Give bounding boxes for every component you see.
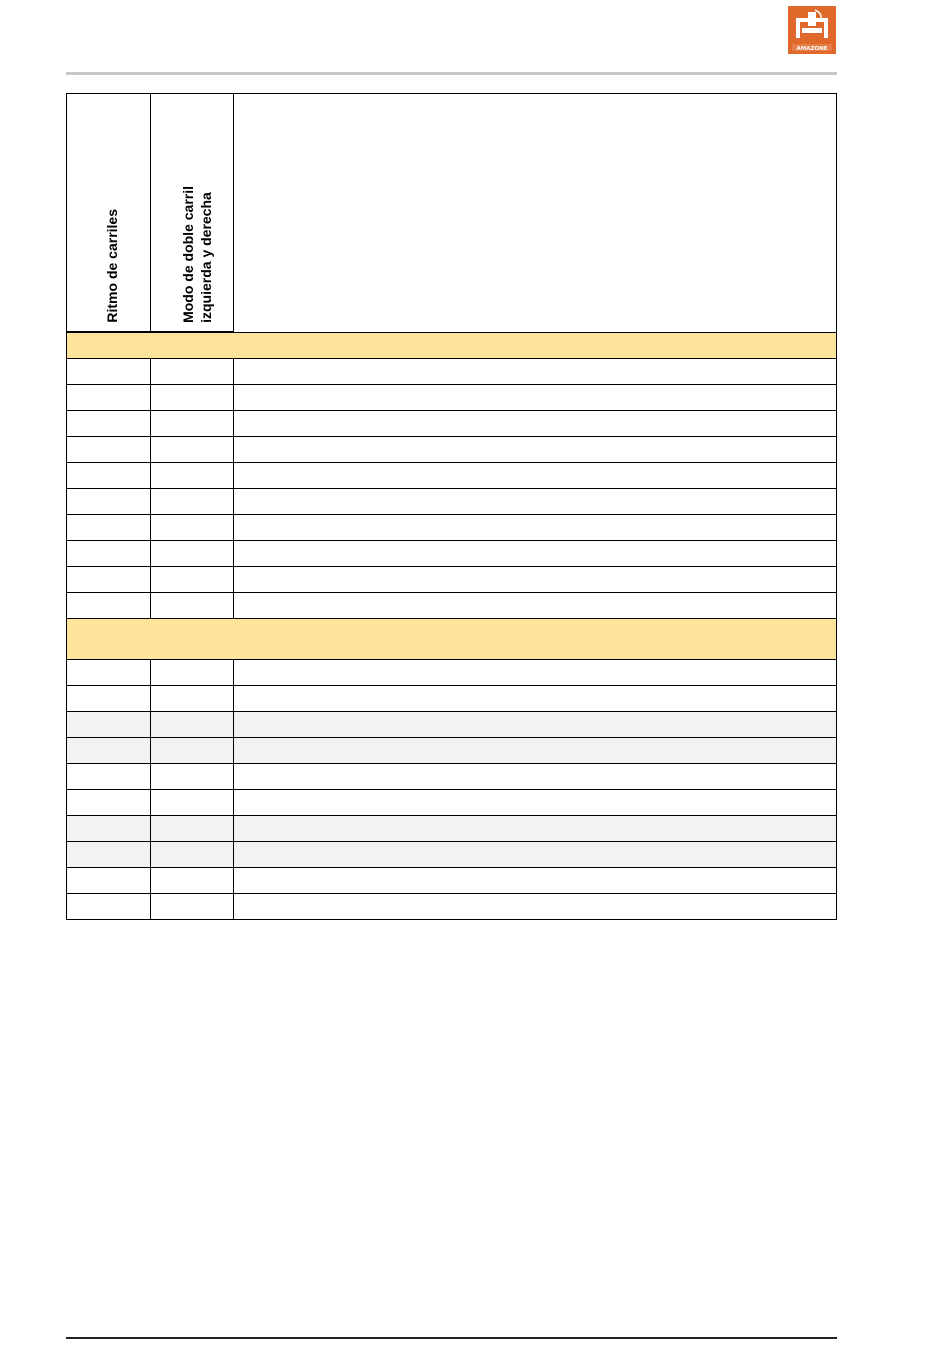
table-cell (234, 868, 837, 894)
table-cell (234, 816, 837, 842)
logo-text: AMAZONE (796, 46, 828, 52)
table-row (67, 463, 837, 489)
table-cell (67, 515, 151, 541)
table-cell (234, 842, 837, 868)
table-cell (234, 385, 837, 411)
table-cell (151, 894, 234, 920)
table-cell (151, 764, 234, 790)
table-cell (67, 738, 151, 764)
table-cell (234, 515, 837, 541)
table-row (67, 359, 837, 385)
section-header-cell (67, 619, 837, 660)
header-label-line2: izquierda y derecha (198, 192, 214, 323)
table-row (67, 489, 837, 515)
footer-rule (66, 1337, 837, 1339)
header-label-double-tramline-mode (179, 186, 215, 323)
table-cell (67, 385, 151, 411)
table-cell (151, 515, 234, 541)
table-cell (151, 686, 234, 712)
table-cell (234, 567, 837, 593)
table-cell (67, 567, 151, 593)
table-cell (67, 489, 151, 515)
table-row (67, 385, 837, 411)
header-label-line1: Modo de doble carril (180, 186, 196, 323)
table-cell (234, 790, 837, 816)
table-cell (67, 359, 151, 385)
table-cell (234, 894, 837, 920)
table-cell (151, 816, 234, 842)
table-header-row (67, 94, 837, 333)
table-row (67, 686, 837, 712)
table-cell (151, 359, 234, 385)
table-cell (67, 842, 151, 868)
table-cell (151, 385, 234, 411)
table-cell (67, 660, 151, 686)
header-cell-description (234, 94, 837, 333)
table-cell (151, 738, 234, 764)
table-row (67, 842, 837, 868)
table-cell (67, 686, 151, 712)
table-row (67, 515, 837, 541)
table-row (67, 593, 837, 619)
table-cell (234, 437, 837, 463)
table-cell (234, 489, 837, 515)
table-cell (151, 660, 234, 686)
table-cell (234, 463, 837, 489)
table-cell (67, 541, 151, 567)
table-cell (234, 541, 837, 567)
table-row (67, 894, 837, 920)
amazone-logo (788, 6, 836, 54)
table-cell (67, 894, 151, 920)
table-row (67, 790, 837, 816)
table-cell (67, 868, 151, 894)
table-cell (234, 593, 837, 619)
table-cell (151, 541, 234, 567)
table-cell (151, 567, 234, 593)
table-cell (151, 489, 234, 515)
table-row (67, 411, 837, 437)
section-header-cell (67, 333, 837, 359)
table-row (67, 816, 837, 842)
table-row (67, 764, 837, 790)
table-row (67, 541, 837, 567)
table-cell (151, 437, 234, 463)
table-cell (234, 712, 837, 738)
table-cell (234, 660, 837, 686)
tramline-table (66, 93, 837, 920)
section-header-row (67, 619, 837, 660)
table-cell (234, 764, 837, 790)
table-row (67, 660, 837, 686)
table-cell (67, 764, 151, 790)
table-cell (67, 593, 151, 619)
table-cell (67, 816, 151, 842)
table-cell (151, 593, 234, 619)
table-cell (151, 842, 234, 868)
table-row (67, 868, 837, 894)
header-cell-double-tramline-mode (151, 94, 234, 333)
table-cell (67, 437, 151, 463)
table-cell (151, 463, 234, 489)
table-cell (151, 411, 234, 437)
table-cell (67, 712, 151, 738)
table-row (67, 738, 837, 764)
header-label-tramline-rhythm: Ritmo de carriles (104, 209, 120, 323)
table-row (67, 567, 837, 593)
table-cell (234, 686, 837, 712)
tractor-spreader-icon (788, 6, 836, 54)
table-row (67, 712, 837, 738)
table-cell (151, 712, 234, 738)
table-cell (67, 411, 151, 437)
section-header-row (67, 333, 837, 359)
table-cell (67, 790, 151, 816)
table-cell (151, 790, 234, 816)
table-row (67, 437, 837, 463)
header-cell-tramline-rhythm (67, 94, 151, 333)
table-cell (234, 411, 837, 437)
table-cell (151, 868, 234, 894)
table-cell (67, 463, 151, 489)
table-cell (234, 359, 837, 385)
table-cell (234, 738, 837, 764)
header-rule (66, 72, 837, 75)
